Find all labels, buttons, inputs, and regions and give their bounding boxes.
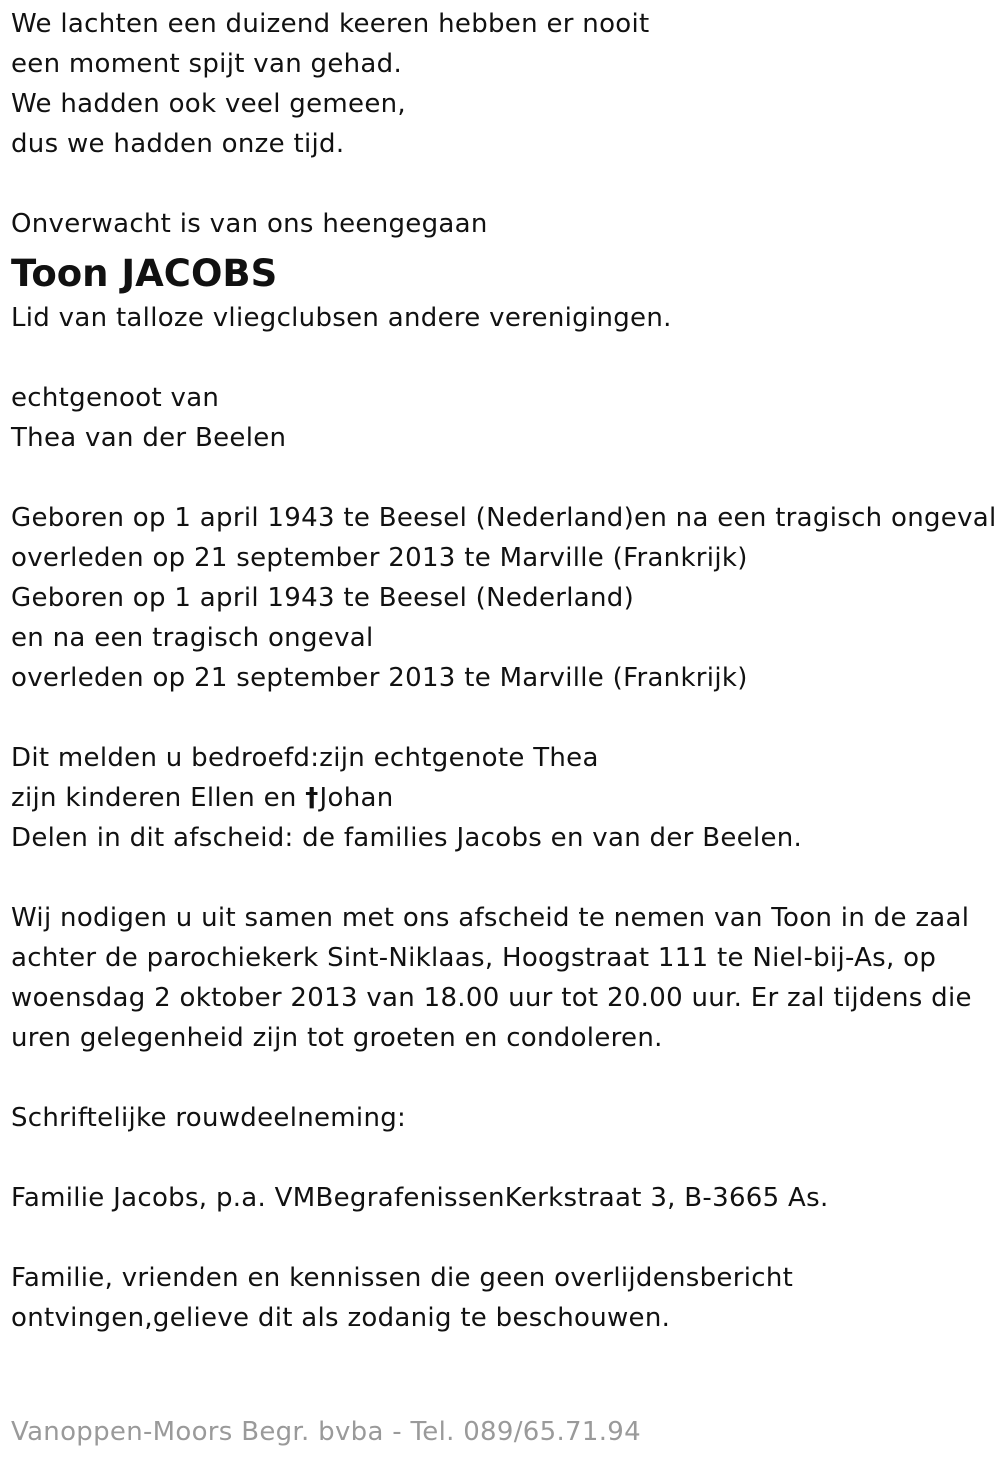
poem-line-4: dus we hadden onze tijd.	[11, 129, 345, 159]
date-line-2: overleden op 21 september 2013 te Marville (Frankrijk)	[11, 543, 748, 573]
spacer	[11, 858, 996, 898]
date-line-3: Geboren op 1 april 1943 te Beesel (Nederland)	[11, 583, 635, 613]
obituary-notice	[11, 4, 996, 1338]
poem-line-3: We hadden ook veel gemeen,	[11, 89, 406, 119]
invitation-line-4: uren gelegenheid zijn tot groeten en condoleren.	[11, 1023, 663, 1053]
family-announcement	[11, 738, 996, 858]
date-line-4: en na een tragisch ongeval	[11, 623, 374, 653]
spacer	[11, 698, 996, 738]
condolence-address: Familie Jacobs, p.a. VMBegrafenissenKerkstraat 3, B-3665 As.	[11, 1183, 829, 1213]
poem	[11, 4, 996, 164]
announcement-line-2	[11, 778, 996, 818]
announcement-line-3: Delen in dit afscheid: de families Jacobs en van der Beelen.	[11, 823, 803, 853]
spacer	[11, 1138, 996, 1178]
invitation	[11, 898, 996, 1058]
spacer	[11, 164, 996, 204]
invitation-line-3: woensdag 2 oktober 2013 van 18.00 uur tot 20.00 uur. Er zal tijdens die	[11, 983, 972, 1013]
spacer	[11, 458, 996, 498]
birth-death-details	[11, 498, 996, 698]
invitation-line-2: achter de parochiekerk Sint-Niklaas, Hoogstraat 111 te Niel-bij-As, op	[11, 943, 937, 973]
closing-line-2: ontvingen,gelieve dit als zodanig te beschouwen.	[11, 1303, 671, 1333]
condolence-label: Schriftelijke rouwdeelneming:	[11, 1103, 407, 1133]
spouse-name: Thea van der Beelen	[11, 423, 287, 453]
membership-text: Lid van talloze vliegclubsen andere verenigingen.	[11, 303, 672, 333]
date-line-1: Geboren op 1 april 1943 te Beesel (Nederland)en na een tragisch ongeval	[11, 503, 997, 533]
funeral-home-footer: Vanoppen-Moors Begr. bvba - Tel. 089/65.71.94	[11, 1417, 641, 1447]
poem-line-1: We lachten een duizend keeren hebben er nooit	[11, 9, 650, 39]
intro-text: Onverwacht is van ons heengegaan	[11, 209, 488, 239]
spacer	[11, 338, 996, 378]
poem-line-2: een moment spijt van gehad.	[11, 49, 403, 79]
announcement-line-2-prefix: zijn kinderen Ellen en	[11, 783, 306, 813]
cross-icon: †	[305, 783, 319, 813]
deceased-name: Toon JACOBS	[11, 252, 278, 295]
announcement-line-1: Dit melden u bedroefd:zijn echtgenote Thea	[11, 743, 599, 773]
date-line-5: overleden op 21 september 2013 te Marville (Frankrijk)	[11, 663, 748, 693]
closing-line-1: Familie, vrienden en kennissen die geen overlijdensbericht	[11, 1263, 794, 1293]
spouse-label: echtgenoot van	[11, 383, 220, 413]
closing-note	[11, 1258, 996, 1338]
spacer	[11, 1218, 996, 1258]
announcement-line-2-suffix: Johan	[319, 783, 394, 813]
invitation-line-1: Wij nodigen u uit samen met ons afscheid te nemen van Toon in de zaal	[11, 903, 970, 933]
spacer	[11, 1058, 996, 1098]
